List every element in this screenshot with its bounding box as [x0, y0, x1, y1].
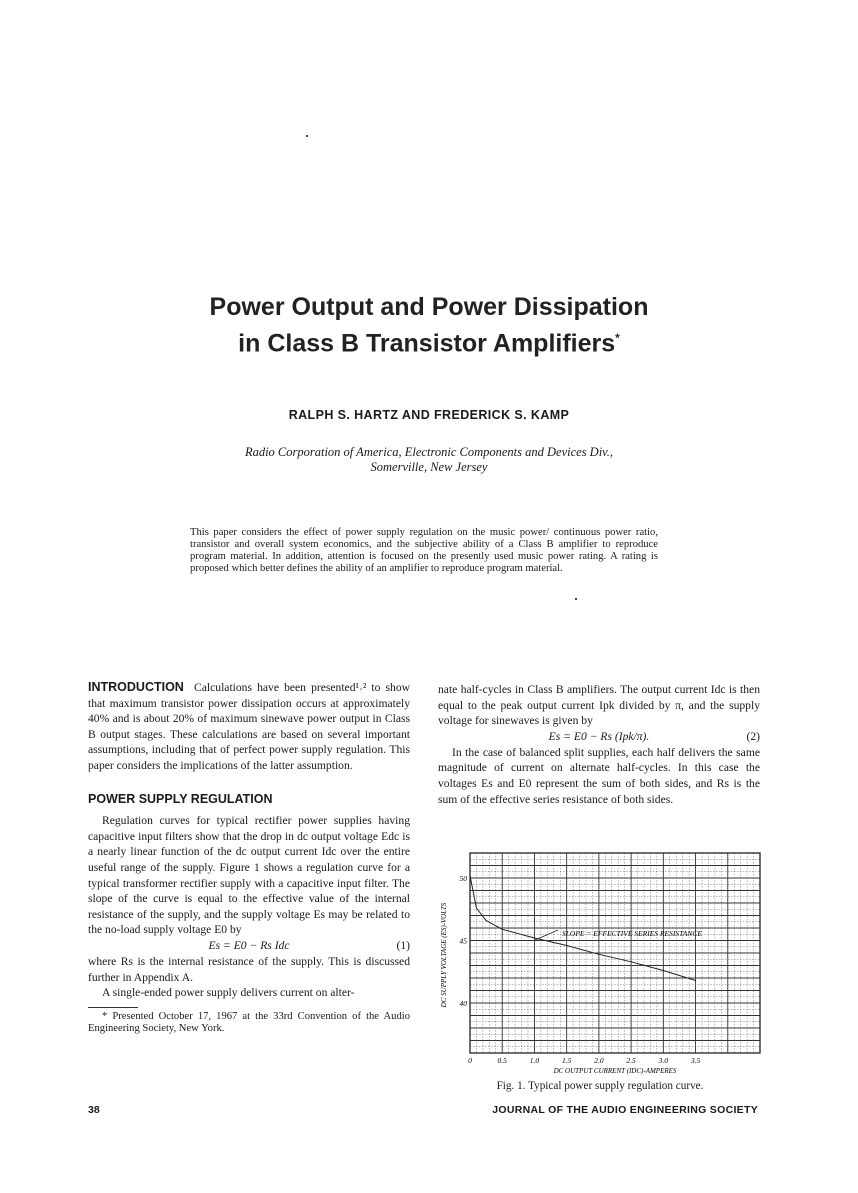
affiliation: [0, 445, 858, 475]
x-axis-label: DC OUTPUT CURRENT (IDC)-AMPERES: [553, 1067, 677, 1075]
title-line-1: Power Output and Power Dissipation: [209, 293, 649, 321]
figure-caption: Fig. 1. Typical power supply regulation curve.: [496, 1080, 704, 1092]
slope-annotation: SLOPE = EFFECTIVE SERIES RESISTANCE: [562, 929, 702, 938]
regulation-heading: POWER SUPPLY REGULATION: [88, 791, 273, 806]
authors: RALPH S. HARTZ AND FREDERICK S. KAMP: [288, 408, 570, 422]
left-column: [88, 680, 410, 1035]
y-tick-label: 50: [459, 874, 467, 883]
x-tick-label: 2.5: [626, 1056, 636, 1065]
equation-1-number: (1): [396, 938, 410, 952]
y-tick-label: 40: [459, 999, 467, 1008]
intro-heading: INTRODUCTION: [88, 680, 184, 694]
affiliation-line-1: Radio Corporation of America, Electronic Components and Devices Div.,: [244, 445, 614, 459]
abstract: This paper considers the effect of power supply regulation on the music power/ continuous power ratio, transistor and overall system economics, and the subjective ability of a Class B amplifier to reproduce program material. In addition, attention is focused on the presently used music power rating. A rating is proposed which better defines the ability of an amplifier to reproduce program material.: [190, 527, 658, 574]
speck: [575, 598, 577, 600]
equation-2-number: (2): [746, 729, 760, 743]
chart-grid: [470, 853, 760, 1053]
x-tick-label: 2.0: [594, 1056, 604, 1065]
x-tick-label: 3.5: [690, 1056, 701, 1065]
regulation-paragraph-3: A single-ended power supply delivers current on alter-: [102, 986, 355, 1000]
regulation-curve-figure: [430, 845, 770, 1095]
equation-2-text: Es = E0 − Rs (Ipk/π).: [548, 729, 650, 743]
equation-1-text: Es = E0 − Rs Idc: [208, 938, 290, 952]
affiliation-line-2: Somerville, New Jersey: [370, 460, 488, 474]
page-number: 38: [88, 1104, 100, 1116]
x-tick-label: 0: [468, 1056, 472, 1065]
footnote: * Presented October 17, 1967 at the 33rd Convention of the Audio Engineering Society, New York.: [88, 1010, 410, 1034]
y-tick-label: 45: [459, 936, 467, 946]
y-axis-label: DC SUPPLY VOLTAGE (ES)-VOLTS: [440, 902, 448, 1008]
right-column: [438, 682, 760, 807]
x-tick-label: 1.0: [529, 1056, 540, 1065]
title-footnote-mark: *: [615, 331, 620, 345]
regulation-paragraph-2: where Rs is the internal resistance of the supply. This is discussed further in Appendix A.: [88, 954, 410, 984]
equation-1: [88, 938, 410, 954]
footnote-rule: [88, 1007, 138, 1008]
x-tick-label: 0.5: [497, 1056, 507, 1065]
journal-name: JOURNAL OF THE AUDIO ENGINEERING SOCIETY: [492, 1104, 758, 1116]
speck: [306, 135, 308, 137]
right-paragraph-2: In the case of balanced split supplies, each half delivers the same magnitude of current on alternate half-cycles. In this case the voltages Es and E0 represent the sum of both sides, and Rs is the sum of the effective series resistance of both sides.: [438, 745, 760, 806]
intro-text: Calculations have been presented¹˒² to show that maximum transistor power dissipation occurs at approximately 40% and is about 20% of maximum sinewave power output in Class B output stages. These calculations are based on several important assumptions, including that of perfect power supply regulation. This paper considers the implications of the latter assumption.: [88, 681, 410, 772]
paper-title: [0, 292, 858, 359]
equation-2: [438, 729, 760, 745]
regulation-paragraph-1: Regulation curves for typical rectifier power supplies having capacitive input filters show that the drop in dc output voltage Edc is a nearly linear function of the dc output current Idc over the entire useful range of the supply. Figure 1 shows a regulation curve for a typical transformer rectifier supply with a capacitive input filter. The slope of the curve is equal to the effective value of the internal resistance of the supply, and the supply voltage Es may be related to the no-load supply voltage E0 by: [88, 814, 410, 937]
x-tick-label: 1.5: [561, 1056, 572, 1065]
right-paragraph-1: nate half-cycles in Class B amplifiers. The output current Idc is then equal to the peak output current Ipk divided by π, and the supply voltage for sinewaves is given by: [438, 683, 760, 728]
annotation-leader: [535, 930, 558, 940]
x-tick-label: 3.0: [658, 1056, 669, 1065]
title-line-2: in Class B Transistor Amplifiers: [238, 329, 616, 358]
